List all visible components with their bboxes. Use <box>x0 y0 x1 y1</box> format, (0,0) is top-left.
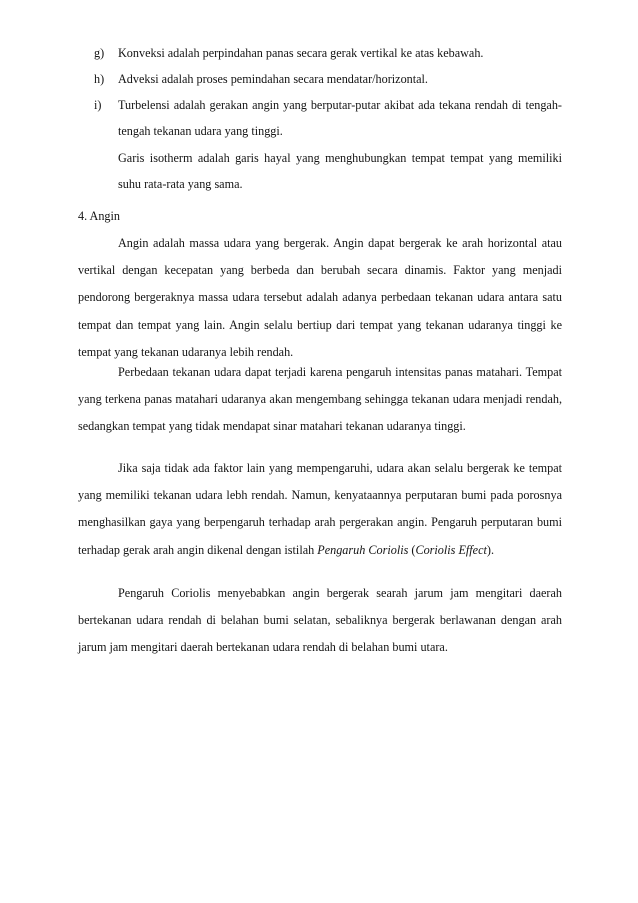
paragraph-pressure: Perbedaan tekanan udara dapat terjadi karena pengaruh intensitas panas matahari. Tempat yang terkena panas matahari udaranya akan mengembang sehingga tekanan udara menjadi rendah, sedangkan tempat yang tidak mendapat sinar matahari tekanan udaranya tinggi. <box>78 365 562 434</box>
paren-close: ). <box>486 542 494 557</box>
list-item-text: Konveksi adalah perpindahan panas secara gerak vertikal ke atas kebawah. <box>118 46 484 60</box>
definition-list <box>94 40 562 197</box>
list-item <box>94 40 562 66</box>
list-item-text: Adveksi adalah proses pemindahan secara mendatar/horizontal. <box>118 72 428 86</box>
section-heading: 4. Angin <box>78 209 120 223</box>
paren-open: ( <box>408 542 416 557</box>
paragraph-angin: Angin adalah massa udara yang bergerak. Angin dapat bergerak ke arah horizontal atau vertikal dengan kecepatan yang berbeda dan berubah secara dinamis. Faktor yang menjadi pendorong bergeraknya massa udara tersebut adalah adanya perbedaan tekanan udara antara satu tempat dan tempat yang lain. Angin selalu bertiup dari tempat yang tekanan udaranya tinggi ke tempat yang tekanan udaranya lebih rendah. <box>78 236 562 359</box>
term-coriolis-effect: Coriolis Effect <box>415 542 487 557</box>
list-item-text: Turbelensi adalah gerakan angin yang berputar-putar akibat ada tekana rendah di tengah-tengah tekanan udara yang tinggi. <box>118 98 562 138</box>
list-marker: h) <box>94 72 105 86</box>
paragraph-coriolis-effect: Pengaruh Coriolis menyebabkan angin bergerak searah jarum jam mengitari daerah bertekanan udara rendah di belahan bumi selatan, sebaliknya bergerak berlawanan dengan arah jarum jam mengitari daerah bertekanan udara rendah di belahan bumi utara. <box>78 586 562 655</box>
paragraph-coriolis-intro <box>78 455 562 564</box>
list-marker: i) <box>94 98 102 112</box>
term-pengaruh-coriolis: Pengaruh Coriolis <box>317 542 409 557</box>
list-item <box>94 92 562 144</box>
isotherm-definition <box>94 145 562 197</box>
isotherm-text: Garis isotherm adalah garis hayal yang menghubungkan tempat tempat yang memiliki suhu rata-rata yang sama. <box>118 151 562 191</box>
list-item <box>94 66 562 92</box>
list-marker: g) <box>94 46 105 60</box>
paragraph-text: Jika saja tidak ada faktor lain yang mempengaruhi, udara akan selalu bergerak ke tempat yang memiliki tekanan udara lebh rendah. Namun, kenyataannya perputaran bumi pada porosnya menghasilkan gaya yang berpengaruh terhadap arah pergerakan angin. Pengaruh perputaran bumi terhadap gerak arah angin dikenal dengan istilah <box>78 461 562 557</box>
